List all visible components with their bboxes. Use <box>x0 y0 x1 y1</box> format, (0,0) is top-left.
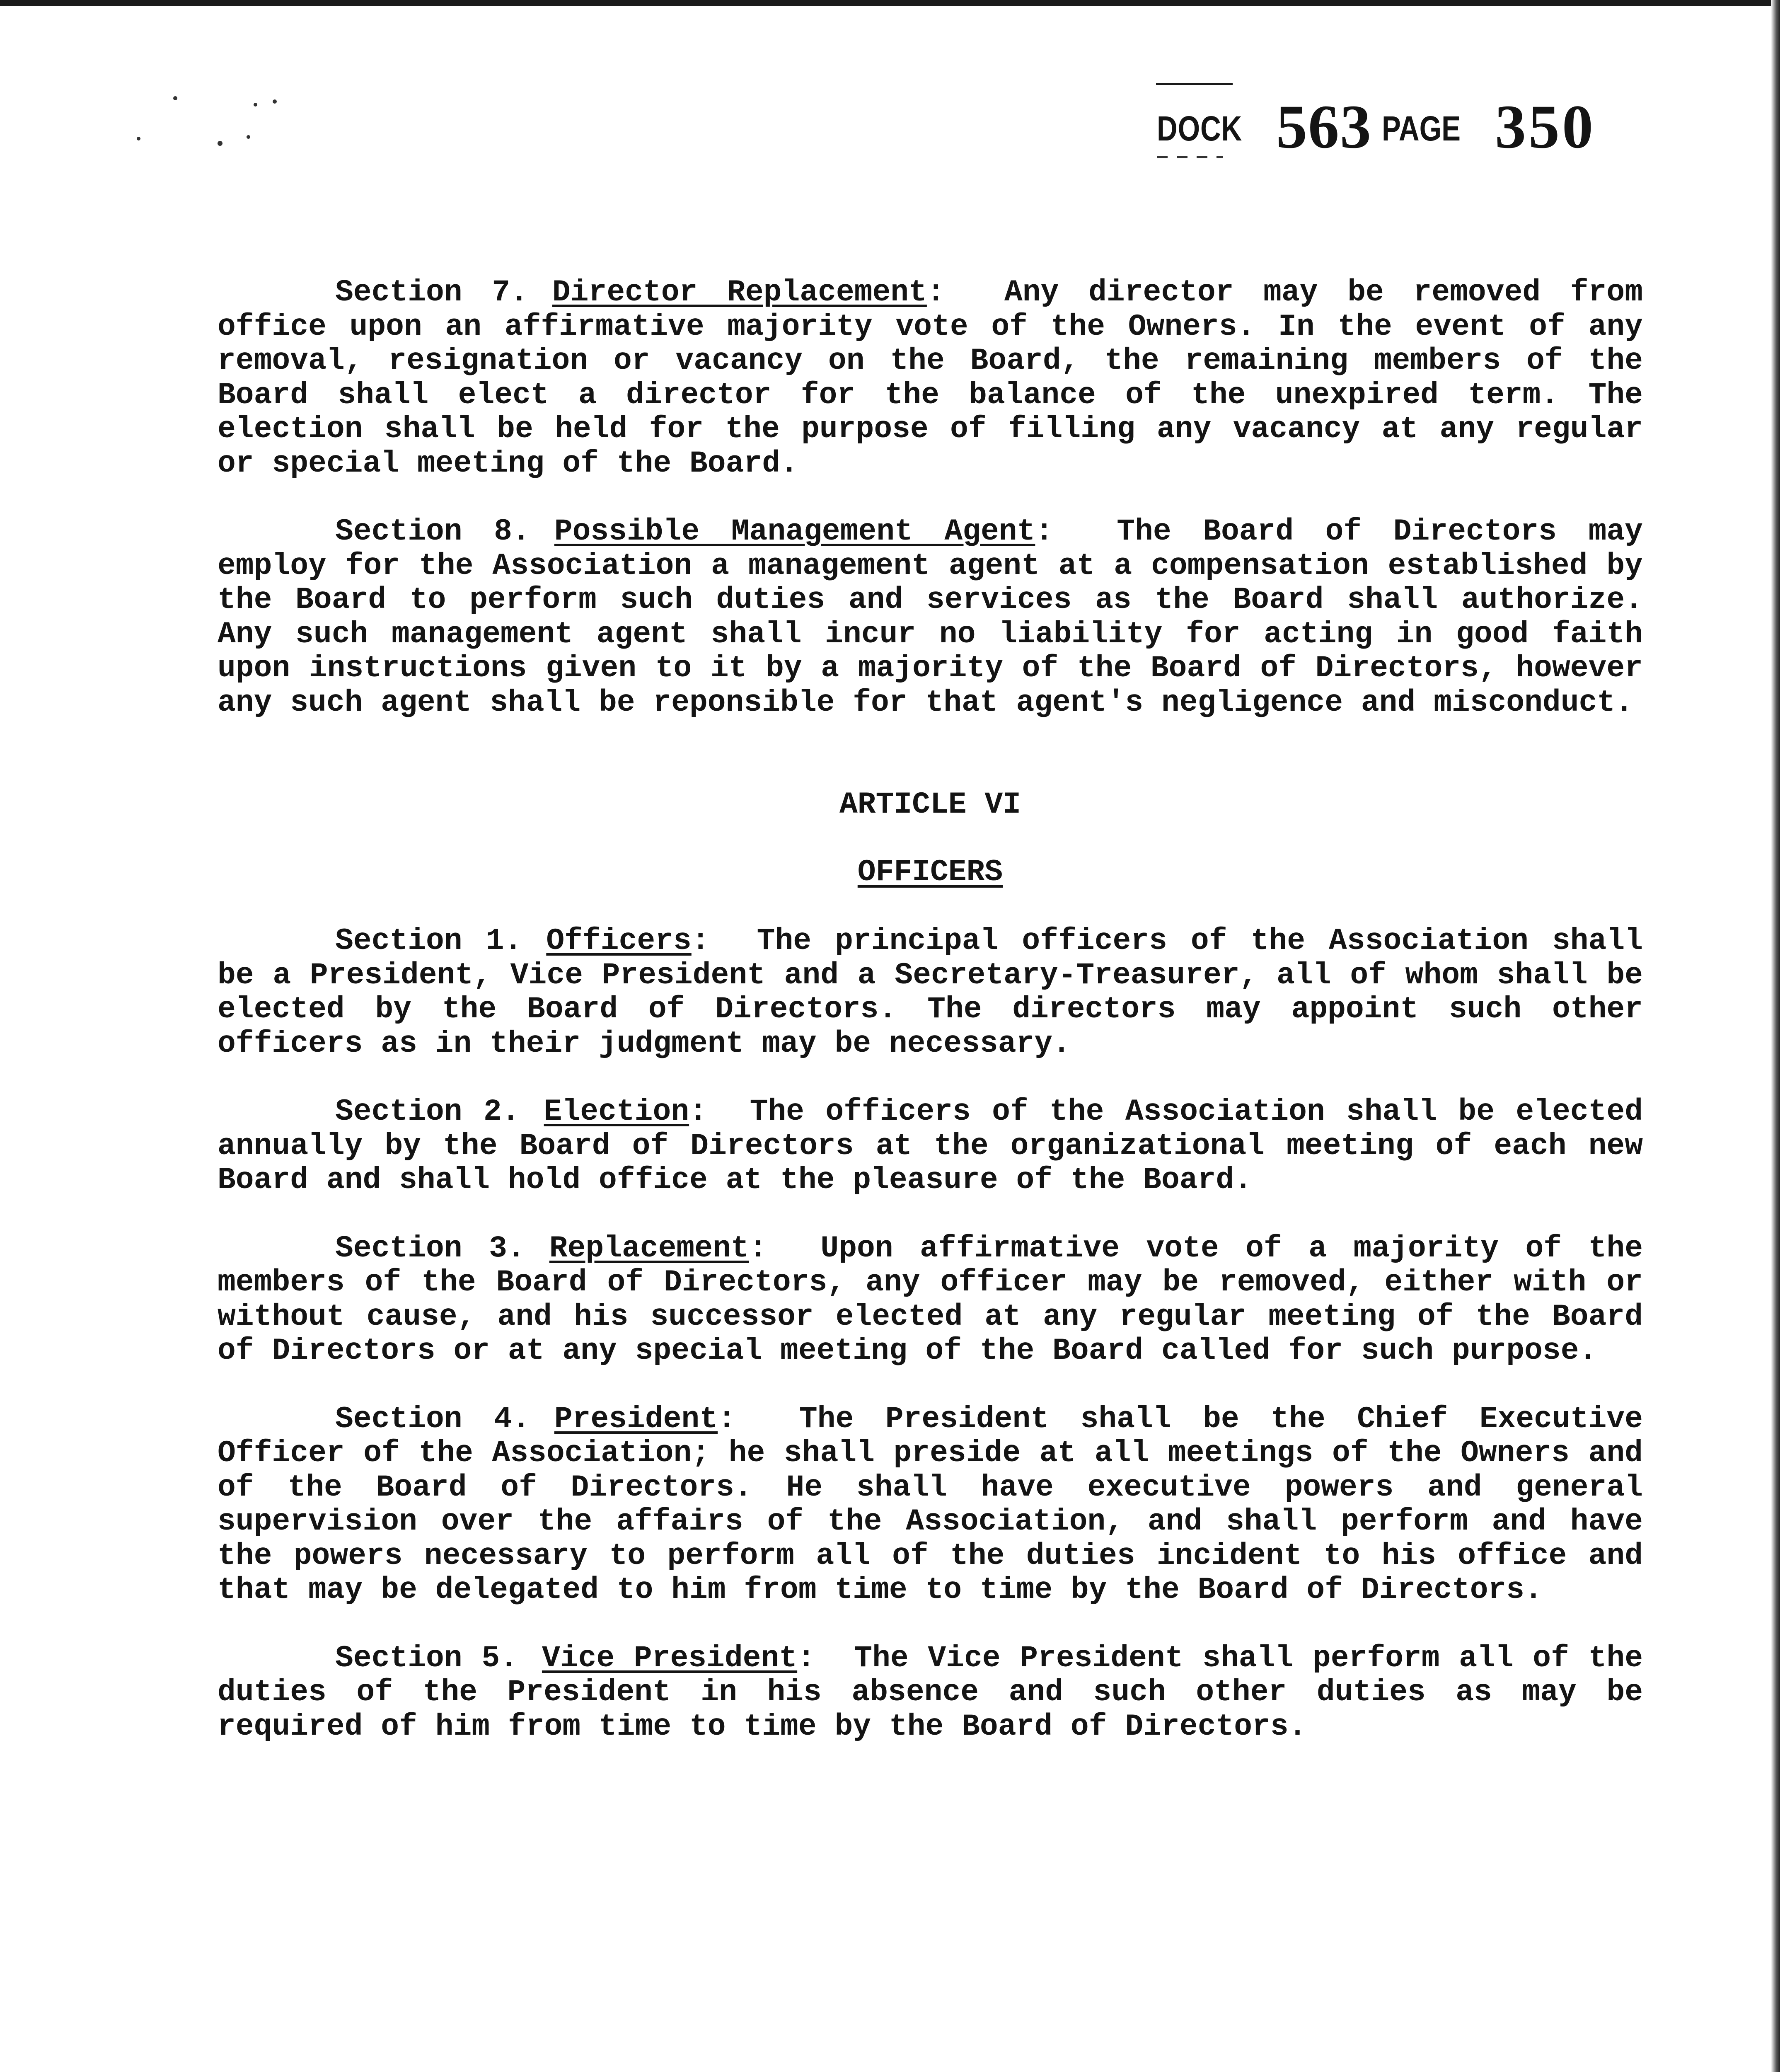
section-title: Election <box>544 1094 689 1129</box>
stamp-page-number: 350 <box>1495 92 1596 161</box>
section-body: The principal officers of the Association shall be a President, Vice President and a Secretary-Treasurer, all of whom shall be elected by the Board of Directors. The directors may appoint such other officers as in their judgment may be necessary. <box>218 924 1643 1061</box>
section-title: Replacement <box>549 1231 749 1266</box>
document-body <box>218 276 1643 1778</box>
section-paragraph: Section 4. President: The President shall be the Chief Executive Officer of the Association; he shall preside at all meetings of the Owners and of the Board of Directors. He shall have executive powers and general supervision over the affairs of the Association, and shall perform and have the powers necessary to perform all of the duties incident to his office and that may be delegated to him from time to time by the Board of Directors. <box>218 1402 1643 1607</box>
section-title: President <box>554 1402 718 1436</box>
section-body: Upon affirmative vote of a majority of the members of the Board of Directors, any officer may be removed, either with or without cause, and his successor elected at any regular meeting of the Board of Directors or at any special meeting of the Board called for such purpose. <box>218 1231 1643 1368</box>
section-label: Section 7. <box>335 275 528 310</box>
section-paragraph: Section 1. Officers: The principal officers of the Association shall be a President, Vice President and a Secretary-Treasurer, all of whom shall be elected by the Board of Directors. The directors may appoint such other officers as in their judgment may be necessary. <box>218 924 1643 1061</box>
scan-speck <box>218 141 222 146</box>
stamp-rule <box>1156 83 1233 85</box>
stamp-book-number: 563 <box>1276 92 1372 161</box>
section-label: Section 2. <box>335 1094 520 1129</box>
stamp-page-label: PAGE <box>1382 109 1461 148</box>
section-label: Section 5. <box>335 1641 518 1675</box>
scan-speck <box>247 135 250 139</box>
article-heading: ARTICLE VI <box>839 787 1021 822</box>
section-label: Section 8. <box>335 514 530 549</box>
recording-stamp <box>1156 83 1612 166</box>
scan-speck <box>273 99 277 104</box>
section-body: The Vice President shall perform all of the duties of the President in his absence and such other duties as may be required of him from time to time by the Board of Directors. <box>218 1641 1643 1744</box>
section-label: Section 3. <box>335 1231 525 1266</box>
scan-speck <box>254 103 257 107</box>
section-body: The President shall be the Chief Executive Officer of the Association; he shall preside at all meetings of the Owners and of the Board of Directors. He shall have executive powers and general supervision over the affairs of the Association, and shall perform and have the powers necessary to perform all of the duties incident to his office and that may be delegated to him from time to time by the Board of Directors. <box>218 1402 1643 1607</box>
scan-speck <box>173 96 177 100</box>
section-paragraph: Section 5. Vice President: The Vice President shall perform all of the duties of the President in his absence and such other duties as may be required of him from time to time by the Board of Directors. <box>218 1641 1643 1744</box>
scan-top-edge <box>0 0 1780 6</box>
section-title: Possible Management Agent <box>554 514 1035 549</box>
section-body: The officers of the Association shall be elected annually by the Board of Directors at the organizational meeting of each new Board and shall hold office at the pleasure of the Board. <box>218 1094 1643 1197</box>
section-body: The Board of Directors may employ for the Association a management agent at a compensation established by the Board to perform such duties and services as the Board shall authorize. Any such management agent shall incur no liability for acting in good faith upon instructions given to it by a majority of the Board of Directors, however any such agent shall be reponsible for that agent's negligence and misconduct. <box>218 514 1643 720</box>
section-paragraph: Section 3. Replacement: Upon affirmative vote of a majority of the members of the Board of Directors, any officer may be removed, either with or without cause, and his successor elected at any regular meeting of the Board of Directors or at any special meeting of the Board called for such purpose. <box>218 1231 1643 1368</box>
stamp-dash <box>1157 156 1223 158</box>
section-paragraph: Section 2. Election: The officers of the Association shall be elected annually by the Board of Directors at the organizational meeting of each new Board and shall hold office at the pleasure of the Board. <box>218 1094 1643 1197</box>
stamp-book-label: DOCK <box>1157 109 1243 148</box>
section-label: Section 1. <box>335 924 522 958</box>
section-title: Vice President <box>542 1641 798 1675</box>
section-paragraph: Section 7. Director Replacement: Any director may be removed from office upon an affirmative majority vote of the Owners. In the event of any removal, resignation or vacancy on the Board, the remaining members of the Board shall elect a director for the balance of the unexpired term. The election shall be held for the purpose of filling any vacancy at any regular or special meeting of the Board. <box>218 275 1643 481</box>
section-title: Officers <box>546 924 692 958</box>
section-label: Section 4. <box>335 1402 530 1436</box>
scan-speck <box>137 137 140 140</box>
scan-right-edge <box>1771 0 1780 2072</box>
section-title: Director Replacement <box>552 275 927 310</box>
section-body: Any director may be removed from office upon an affirmative majority vote of the Owners. In the event of any removal, resignation or vacancy on the Board, the remaining members of the Board shall elect a director for the balance of the unexpired term. The election shall be held for the purpose of filling any vacancy at any regular or special meeting of the Board. <box>218 275 1643 481</box>
article-title: OFFICERS <box>857 854 1003 889</box>
section-paragraph: Section 8. Possible Management Agent: The Board of Directors may employ for the Association a management agent at a compensation established by the Board to perform such duties and services as the Board shall authorize. Any such management agent shall incur no liability for acting in good faith upon instructions given to it by a majority of the Board of Directors, however any such agent shall be reponsible for that agent's negligence and misconduct. <box>218 514 1643 720</box>
